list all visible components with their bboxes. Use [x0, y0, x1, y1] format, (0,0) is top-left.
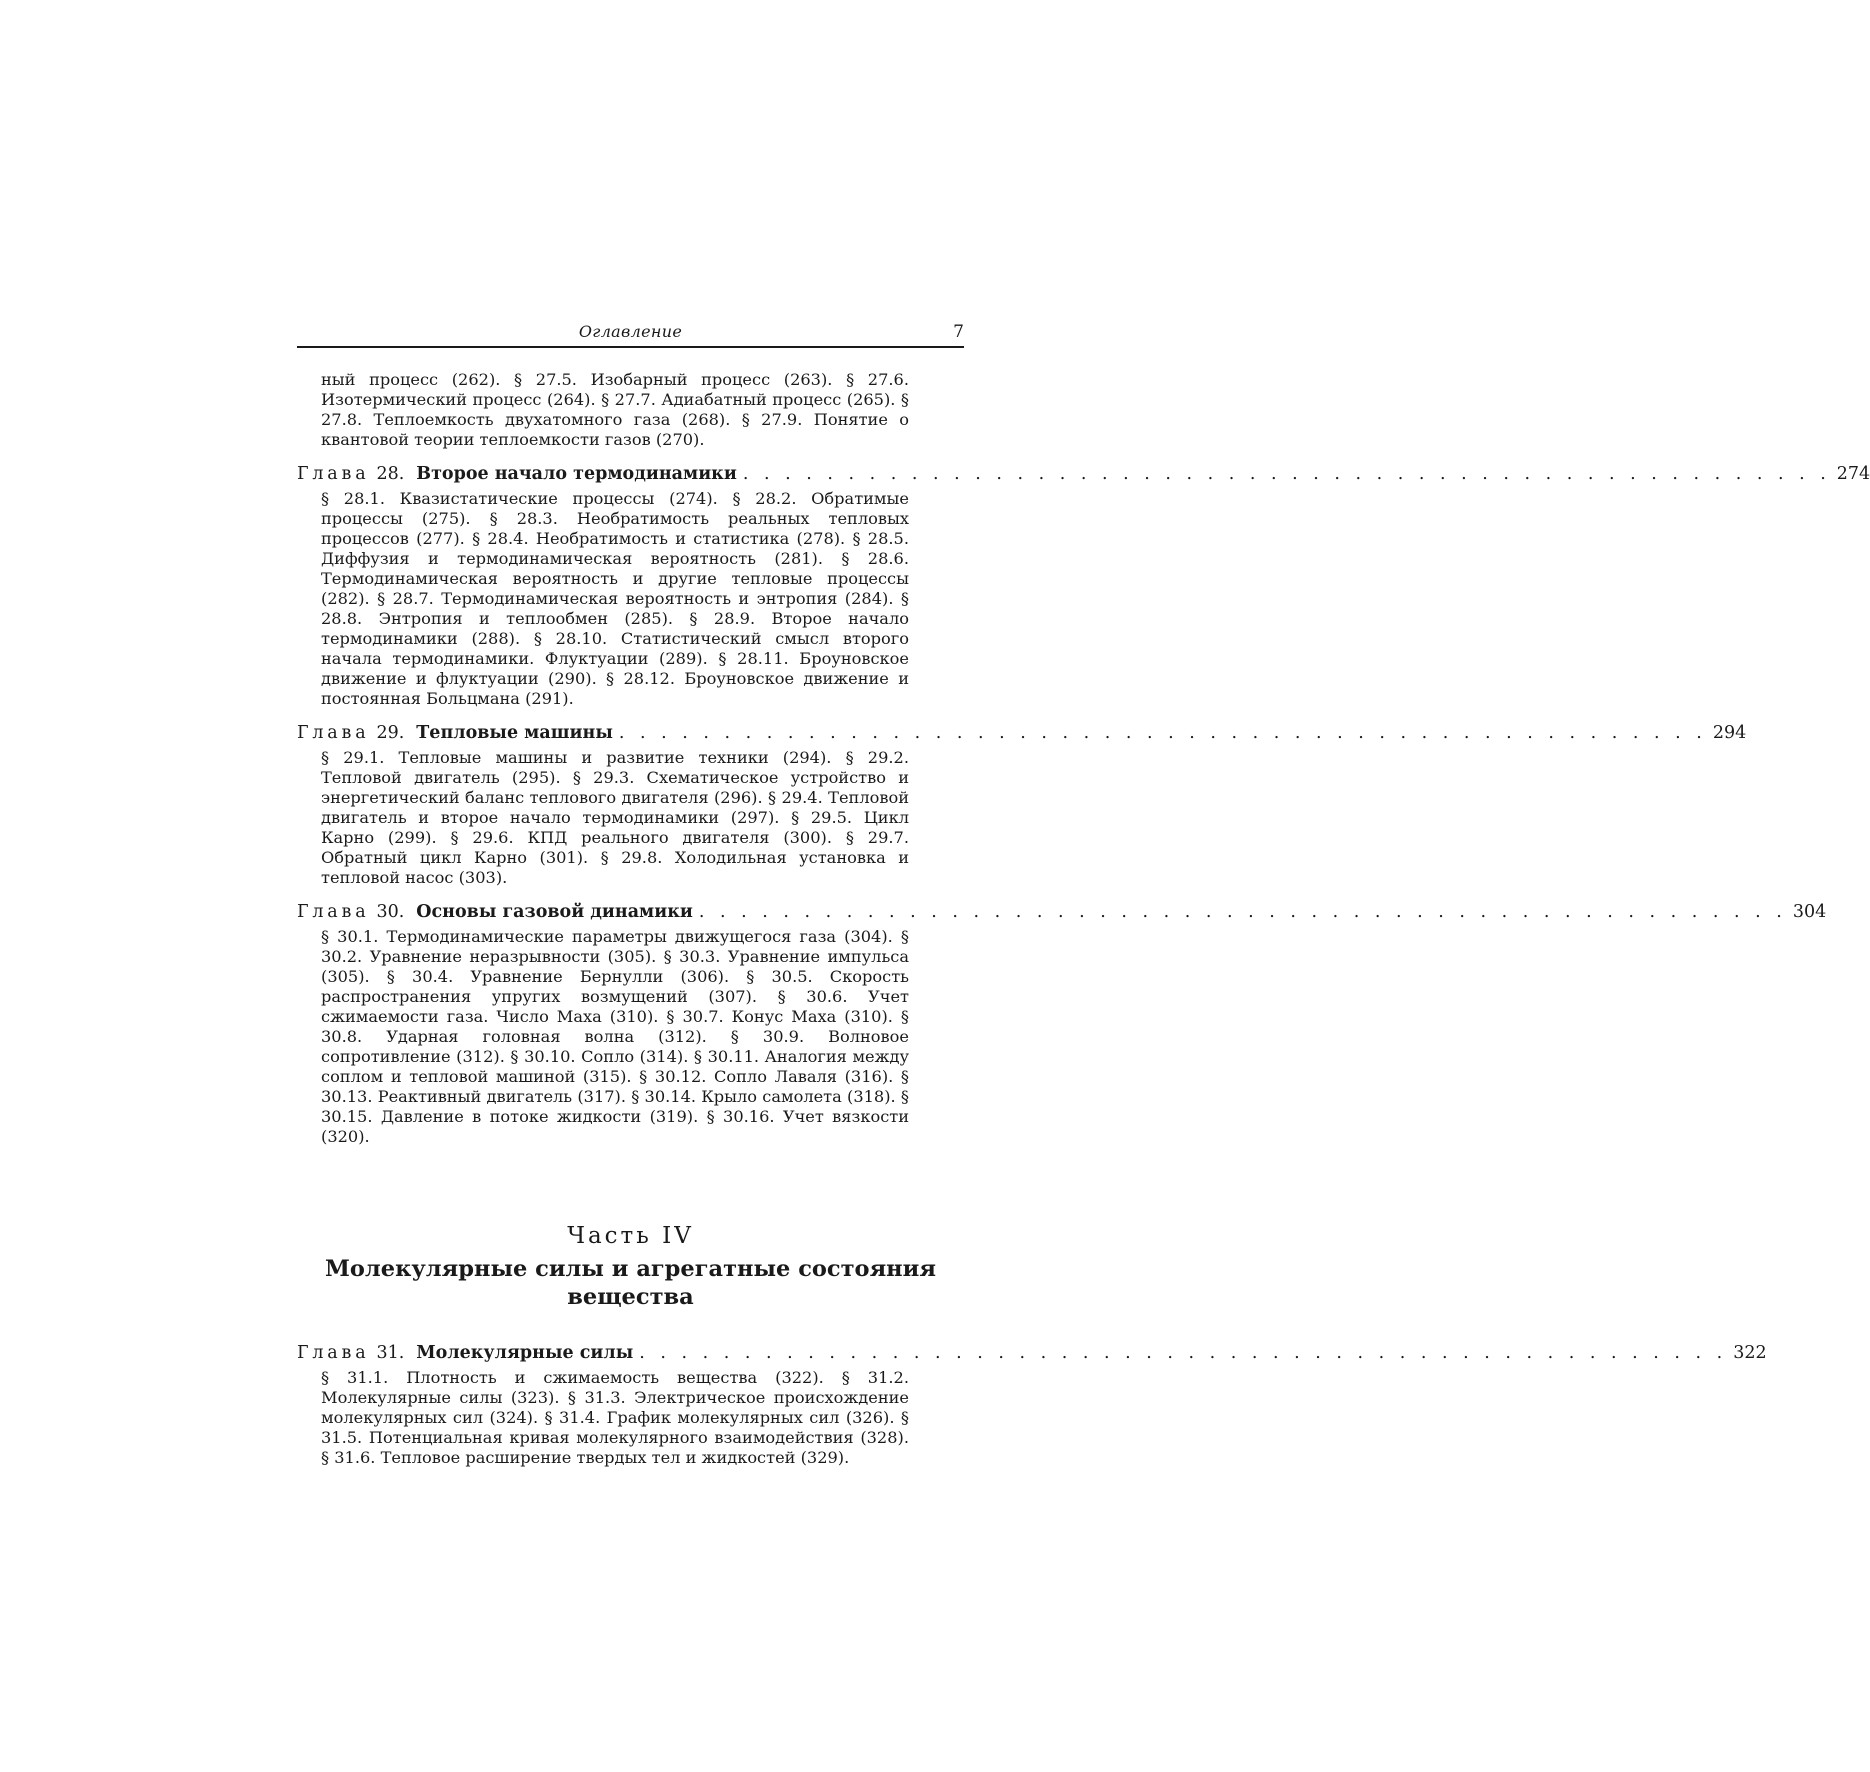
chapter-heading	[297, 900, 1827, 924]
page-number: 7	[953, 322, 964, 342]
chapter-number: 28.	[376, 464, 405, 484]
leader-dots: . . . . . . . . . . . . . . . . . . . . . . . . . . . . . . . . . . . . . . . . . . . . . . . . . . . .	[742, 464, 1831, 484]
table-of-contents	[297, 370, 1870, 1468]
leader-dots: . . . . . . . . . . . . . . . . . . . . . . . . . . . . . . . . . . . . . . . . . . . . . . . . . . . .	[618, 723, 1707, 743]
chapter-28	[297, 462, 1870, 709]
running-title: Оглавление	[578, 322, 683, 341]
chapter-title: Молекулярные силы	[416, 1343, 634, 1363]
page-header	[297, 322, 964, 348]
chapter-number: 29.	[376, 723, 405, 743]
chapter-page: 294	[1712, 723, 1747, 743]
leader-dots: . . . . . . . . . . . . . . . . . . . . . . . . . . . . . . . . . . . . . . . . . . . . . . . . . . . .	[639, 1343, 1728, 1363]
section-list: § 29.1. Тепловые машины и развитие техники (294). § 29.2. Тепловой двигатель (295). § 29.3. Схематическое устройство и энергетический баланс теплового двигателя (296). § 29.4. Тепловой двигатель и второе начало термодинамики (297). § 29.5. Цикл Карно (299). § 29.6. КПД реального двигателя (300). § 29.7. Обратный цикл Карно (301). § 29.8. Холодильная установка и тепловой насос (303).	[321, 748, 909, 887]
leader-dots: . . . . . . . . . . . . . . . . . . . . . . . . . . . . . . . . . . . . . . . . . . . . . . . . . . . .	[698, 902, 1787, 922]
continued-sections: ный процесс (262). § 27.5. Изобарный процесс (263). § 27.6. Изотермический процесс (264). § 27.7. Адиабатный процесс (265). § 27.8. Теплоемкость двухатомного газа (268). § 27.9. Понятие о квантовой теории теплоемкости газов (270).	[321, 370, 909, 449]
part-title-line-1: Молекулярные силы и агрегатные состояния	[325, 1256, 936, 1282]
chapter-heading	[297, 462, 1870, 486]
chapter-label: Глава	[297, 902, 370, 922]
chapter-title: Основы газовой динамики	[416, 902, 693, 922]
chapter-heading	[297, 721, 1747, 745]
section-list: § 30.1. Термодинамические параметры движущегося газа (304). § 30.2. Уравнение неразрывности (305). § 30.3. Уравнение импульса (305). § 30.4. Уравнение Бернулли (306). § 30.5. Скорость распространения упругих возмущений (307). § 30.6. Учет сжимаемости газа. Число Маха (310). § 30.7. Конус Маха (310). § 30.8. Ударная головная волна (312). § 30.9. Волновое сопротивление (312). § 30.10. Сопло (314). § 30.11. Аналогия между соплом и тепловой машиной (315). § 30.12. Сопло Лаваля (316). § 30.13. Реактивный двигатель (317). § 30.14. Крыло самолета (318). § 30.15. Давление в потоке жидкости (319). § 30.16. Учет вязкости (320).	[321, 927, 909, 1146]
part-title-line-2: вещества	[567, 1284, 694, 1310]
chapter-29	[297, 721, 1747, 888]
chapter-title: Второе начало термодинамики	[416, 464, 737, 484]
chapter-label: Глава	[297, 464, 370, 484]
chapter-number: 31.	[376, 1343, 405, 1363]
chapter-number: 30.	[376, 902, 405, 922]
chapter-31	[297, 1341, 1767, 1468]
chapter-page: 274	[1836, 464, 1870, 484]
chapter-30	[297, 900, 1827, 1147]
chapter-label: Глава	[297, 1343, 370, 1363]
chapter-page: 304	[1792, 902, 1827, 922]
section-list: § 28.1. Квазистатические процессы (274). § 28.2. Обратимые процессы (275). § 28.3. Необратимость реальных тепловых процессов (277). § 28.4. Необратимость и статистика (278). § 28.5. Диффузия и термодинамическая вероятность (281). § 28.6. Термодинамическая вероятность и другие тепловые процессы (282). § 28.7. Термодинамическая вероятность и энтропия (284). § 28.8. Энтропия и теплообмен (285). § 28.9. Второе начало термодинамики (288). § 28.10. Статистический смысл второго начала термодинамики. Флуктуации (289). § 28.11. Броуновское движение и флуктуации (290). § 28.12. Броуновское движение и постоянная Больцмана (291).	[321, 489, 909, 708]
chapter-title: Тепловые машины	[416, 723, 613, 743]
chapter-label: Глава	[297, 723, 370, 743]
section-list: § 31.1. Плотность и сжимаемость вещества (322). § 31.2. Молекулярные силы (323). § 31.3. Электрическое происхождение молекулярных сил (324). § 31.4. График молекулярных сил (326). § 31.5. Потенциальная кривая молекулярного взаимодействия (328). § 31.6. Тепловое расширение твердых тел и жидкостей (329).	[321, 1368, 909, 1467]
part-label: Часть IV	[567, 1223, 694, 1249]
part-heading	[297, 1221, 964, 1311]
chapter-page: 322	[1733, 1343, 1767, 1363]
chapter-heading	[297, 1341, 1767, 1365]
